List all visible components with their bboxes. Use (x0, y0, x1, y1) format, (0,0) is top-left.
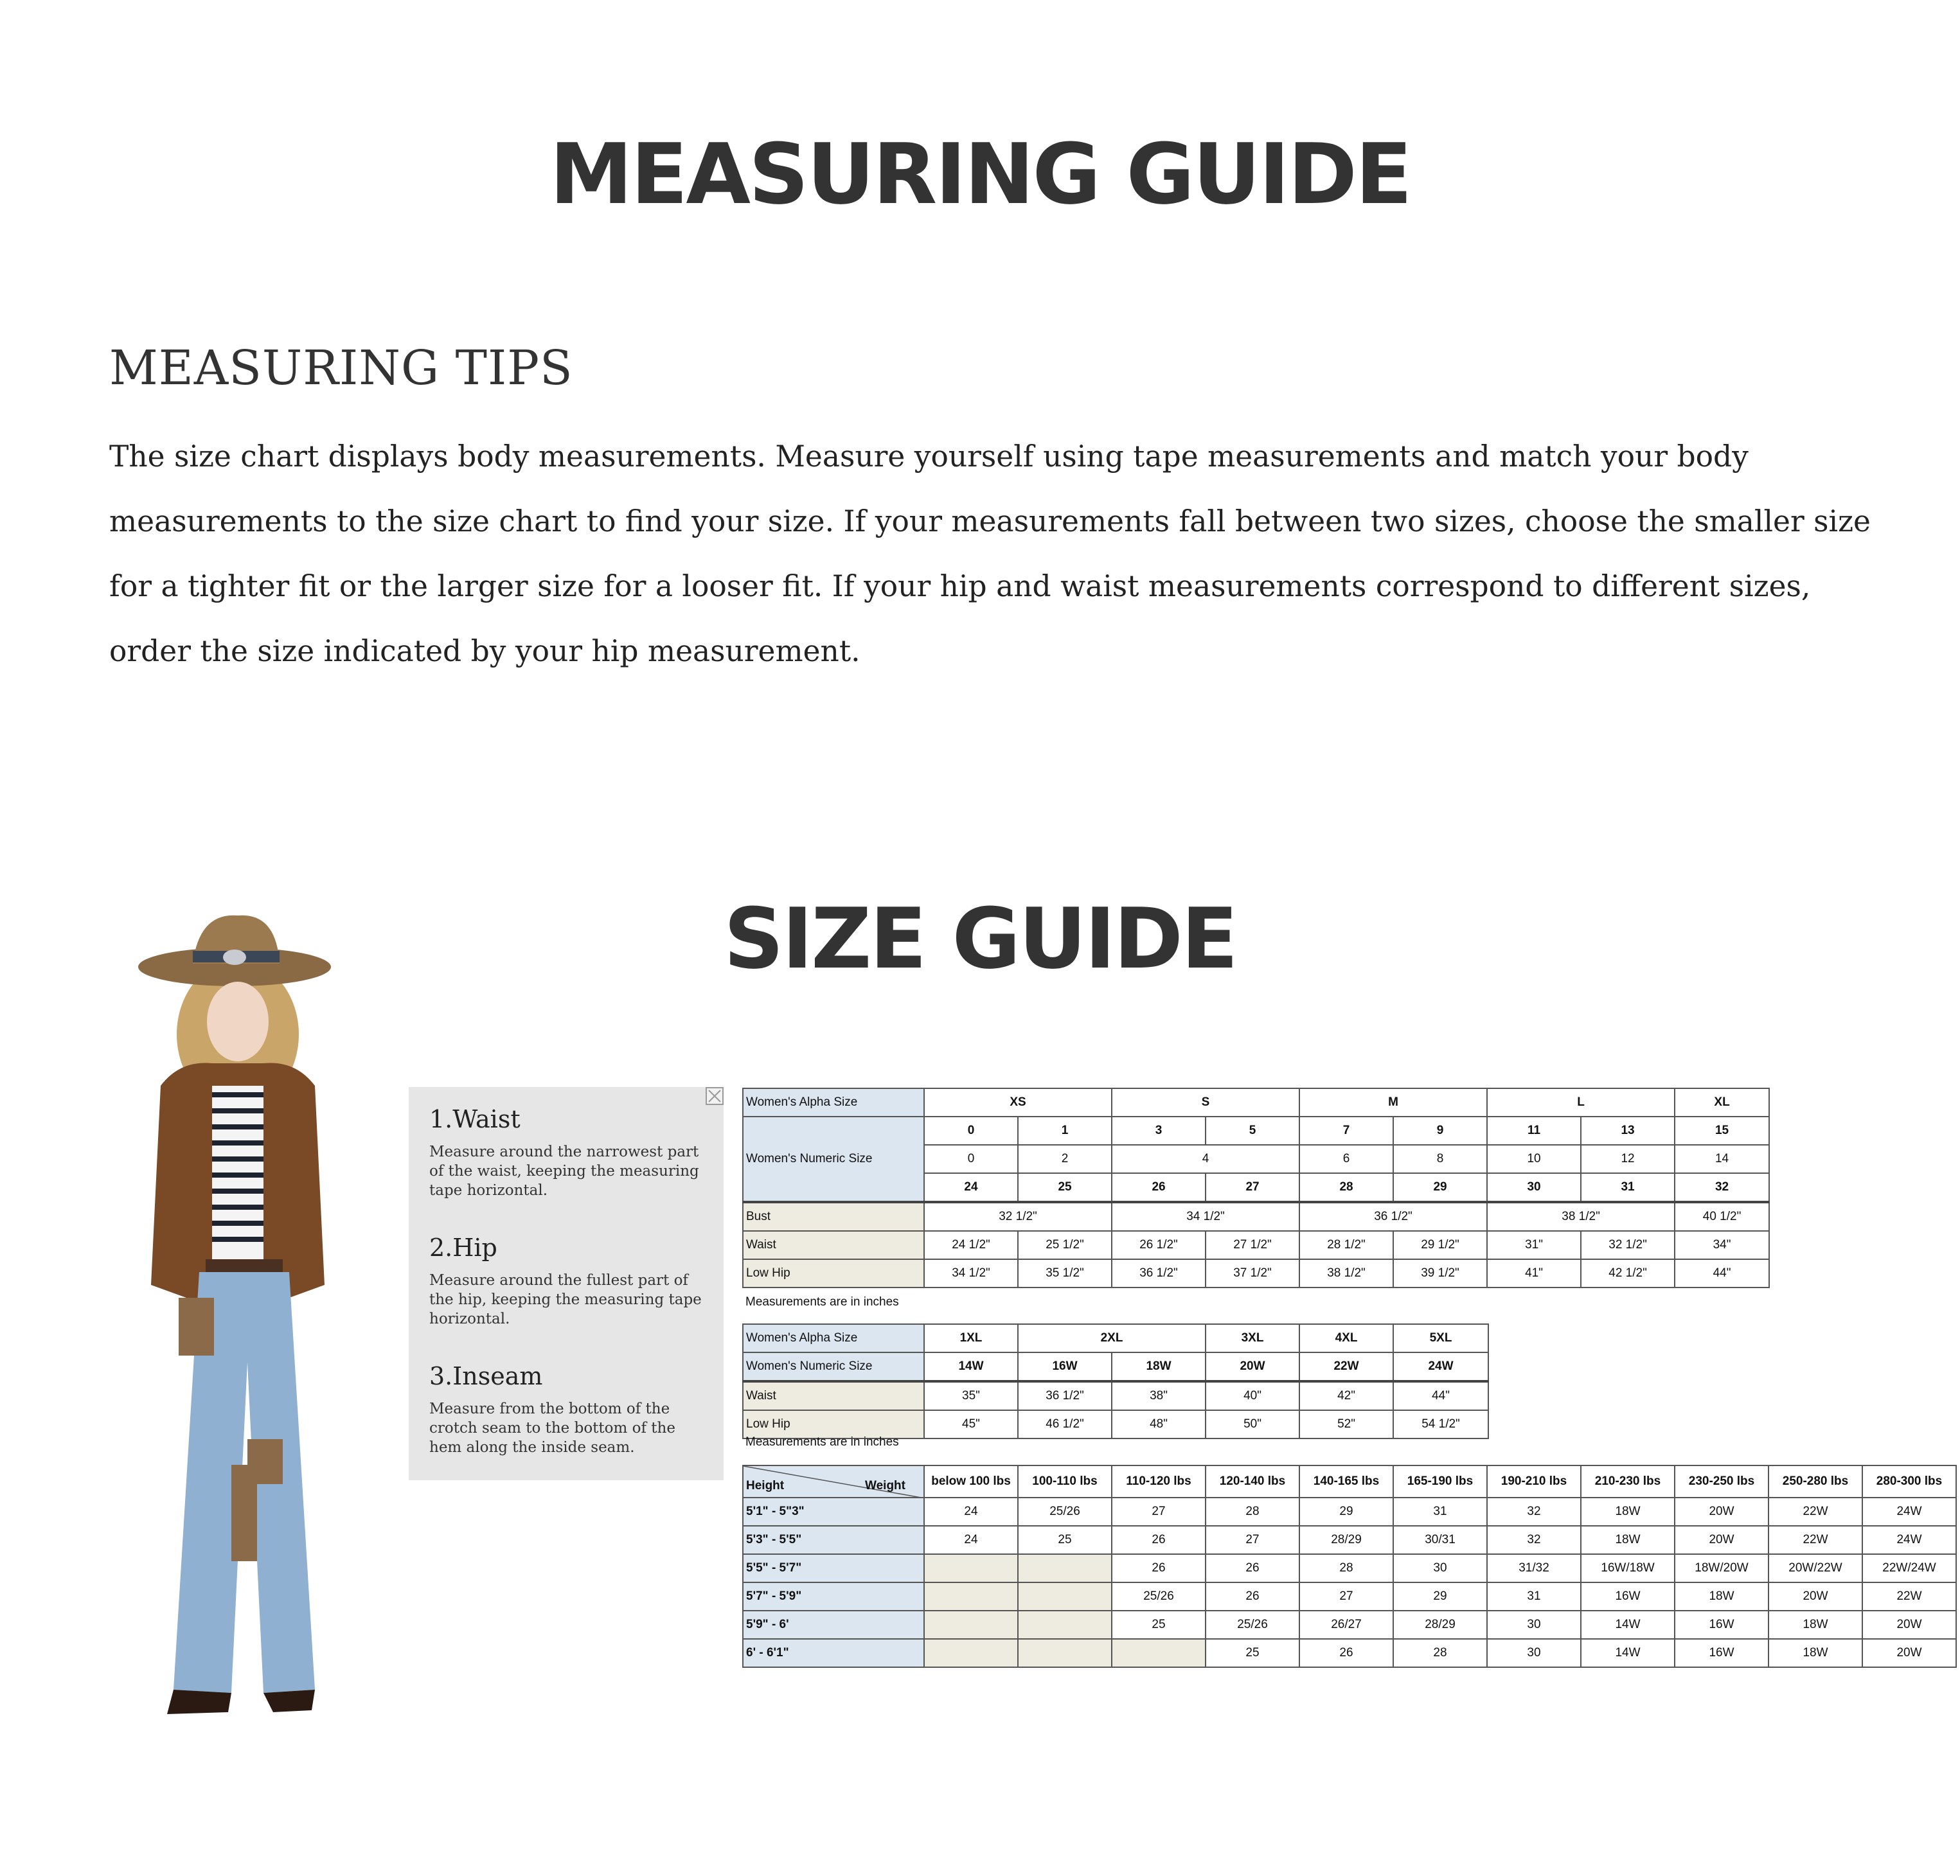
alpha-size-cell: 4XL (1299, 1324, 1393, 1352)
numeric-size-cell: 26 (1112, 1173, 1206, 1202)
size-value-cell: 24 (924, 1526, 1018, 1554)
low-hip-cell: 35 1/2" (1018, 1259, 1112, 1288)
low-hip-cell: 34 1/2" (924, 1259, 1018, 1288)
size-value-cell: 31/32 (1487, 1554, 1581, 1582)
size-value-cell (1018, 1554, 1112, 1582)
bust-label: Bust (743, 1202, 924, 1231)
low-hip-cell: 46 1/2" (1018, 1410, 1112, 1438)
height-range-cell: 5'5" - 5'7" (743, 1554, 924, 1582)
height-weight-table (742, 1465, 1957, 1668)
table-row (743, 1498, 1956, 1526)
size-value-cell: 24 (924, 1498, 1018, 1526)
low-hip-cell: 45" (924, 1410, 1018, 1438)
size-value-cell (1018, 1582, 1112, 1611)
size-value-cell (1018, 1611, 1112, 1639)
size-value-cell (924, 1554, 1018, 1582)
size-value-cell: 31 (1393, 1498, 1487, 1526)
size-value-cell: 30 (1393, 1554, 1487, 1582)
weight-range-cell: 280-300 lbs (1862, 1465, 1956, 1498)
numeric-size-cell: 18W (1112, 1352, 1206, 1381)
size-value-cell: 20W/22W (1768, 1554, 1862, 1582)
alpha-size-label: Women's Alpha Size (743, 1088, 924, 1117)
size-value-cell: 24W (1862, 1498, 1956, 1526)
size-value-cell: 25 (1112, 1611, 1206, 1639)
size-value-cell (1018, 1639, 1112, 1667)
size-value-cell: 28/29 (1299, 1526, 1393, 1554)
waist-cell: 25 1/2" (1018, 1231, 1112, 1259)
size-value-cell: 26 (1206, 1582, 1299, 1611)
measurement-unit-note: Measurements are in inches (745, 1435, 899, 1449)
size-value-cell: 28 (1393, 1639, 1487, 1667)
weight-range-cell: 210-230 lbs (1581, 1465, 1675, 1498)
numeric-size-label: Women's Numeric Size (743, 1117, 924, 1202)
numeric-size-cell: 14 (1675, 1145, 1769, 1173)
numeric-size-cell: 31 (1581, 1173, 1675, 1202)
waist-cell: 44" (1393, 1381, 1488, 1410)
size-value-cell: 28 (1299, 1554, 1393, 1582)
height-weight-rows (743, 1498, 1956, 1667)
numeric-size-cell: 0 (924, 1117, 1018, 1145)
size-value-cell: 16W (1675, 1639, 1768, 1667)
size-value-cell: 14W (1581, 1611, 1675, 1639)
size-value-cell: 22W (1862, 1582, 1956, 1611)
size-value-cell: 27 (1112, 1498, 1206, 1526)
size-value-cell: 28/29 (1393, 1611, 1487, 1639)
weight-range-cell: below 100 lbs (924, 1465, 1018, 1498)
table-row (743, 1582, 1956, 1611)
numeric-size-cell: 27 (1206, 1173, 1299, 1202)
measuring-tips-text: The size chart displays body measurements. Measure yourself using tape measurements and match your body measurements to the size chart to find your size. If your measurements fall between two sizes, choose the smaller size for a tighter fit or the larger size for a looser fit. If your hip and waist measurements correspond to different sizes, order the size indicated by your hip measurement. (109, 439, 1871, 668)
measuring-guide-title: MEASURING GUIDE (549, 125, 1411, 223)
size-value-cell: 20W (1675, 1498, 1768, 1526)
size-value-cell: 27 (1299, 1582, 1393, 1611)
alpha-size-cell: 3XL (1206, 1324, 1299, 1352)
bust-cell: 36 1/2" (1299, 1202, 1487, 1231)
low-hip-cell: 38 1/2" (1299, 1259, 1393, 1288)
size-value-cell: 18W (1675, 1582, 1768, 1611)
numeric-size-cell: 2 (1018, 1145, 1112, 1173)
low-hip-cell: 41" (1487, 1259, 1581, 1288)
weight-range-cell: 140-165 lbs (1299, 1465, 1393, 1498)
numeric-size-cell: 28 (1299, 1173, 1393, 1202)
size-table-regular (742, 1088, 1770, 1288)
numeric-size-cell: 12 (1581, 1145, 1675, 1173)
measurement-unit-note: Measurements are in inches (745, 1295, 899, 1309)
alpha-size-cell: L (1487, 1088, 1675, 1117)
size-value-cell (924, 1582, 1018, 1611)
table-row (743, 1611, 1956, 1639)
size-value-cell: 18W (1768, 1611, 1862, 1639)
numeric-size-cell: 9 (1393, 1117, 1487, 1145)
size-value-cell: 18W (1581, 1498, 1675, 1526)
waist-cell: 42" (1299, 1381, 1393, 1410)
bust-cell: 34 1/2" (1112, 1202, 1299, 1231)
numeric-size-cell: 25 (1018, 1173, 1112, 1202)
size-value-cell: 32 (1487, 1498, 1581, 1526)
waist-cell: 31" (1487, 1231, 1581, 1259)
height-range-cell: 5'7" - 5'9" (743, 1582, 924, 1611)
numeric-size-cell: 4 (1112, 1145, 1299, 1173)
inseam-instruction (429, 1362, 712, 1457)
low-hip-cell: 42 1/2" (1581, 1259, 1675, 1288)
waist-cell: 24 1/2" (924, 1231, 1018, 1259)
table-row (743, 1554, 1956, 1582)
numeric-size-cell: 11 (1487, 1117, 1581, 1145)
size-value-cell (924, 1639, 1018, 1667)
waist-cell: 35" (924, 1381, 1018, 1410)
waist-cell: 36 1/2" (1018, 1381, 1112, 1410)
bust-cell: 40 1/2" (1675, 1202, 1769, 1231)
waist-description: Measure around the narrowest part of the waist, keeping the measuring tape horizontal. (429, 1144, 699, 1199)
alpha-size-cell: 2XL (1018, 1324, 1206, 1352)
size-value-cell: 20W (1862, 1611, 1956, 1639)
numeric-size-cell: 24W (1393, 1352, 1488, 1381)
height-range-cell: 5'9" - 6' (743, 1611, 924, 1639)
size-value-cell: 25/26 (1206, 1611, 1299, 1639)
size-value-cell: 25/26 (1018, 1498, 1112, 1526)
size-value-cell: 14W (1581, 1639, 1675, 1667)
size-value-cell: 25 (1018, 1526, 1112, 1554)
size-value-cell: 20W (1675, 1526, 1768, 1554)
size-value-cell: 31 (1487, 1582, 1581, 1611)
size-value-cell: 29 (1393, 1582, 1487, 1611)
waist-label: Waist (743, 1381, 924, 1410)
low-hip-cell: 44" (1675, 1259, 1769, 1288)
waist-title: 1.Waist (429, 1105, 521, 1133)
low-hip-cell: 36 1/2" (1112, 1259, 1206, 1288)
weight-range-cell: 250-280 lbs (1768, 1465, 1862, 1498)
numeric-size-cell: 15 (1675, 1117, 1769, 1145)
low-hip-label: Low Hip (743, 1259, 924, 1288)
weight-range-cell: 100-110 lbs (1018, 1465, 1112, 1498)
size-value-cell: 25 (1206, 1639, 1299, 1667)
numeric-size-cell: 24 (924, 1173, 1018, 1202)
size-value-cell: 30 (1487, 1611, 1581, 1639)
waist-cell: 40" (1206, 1381, 1299, 1410)
size-value-cell: 22W (1768, 1526, 1862, 1554)
waist-instruction (429, 1105, 712, 1200)
size-value-cell: 27 (1206, 1526, 1299, 1554)
low-hip-cell: 48" (1112, 1410, 1206, 1438)
numeric-size-cell: 8 (1393, 1145, 1487, 1173)
size-table-plus (742, 1323, 1489, 1439)
numeric-size-cell: 30 (1487, 1173, 1581, 1202)
weight-range-cell: 110-120 lbs (1112, 1465, 1206, 1498)
hip-instruction (429, 1234, 712, 1329)
size-value-cell: 26 (1299, 1639, 1393, 1667)
bust-cell: 32 1/2" (924, 1202, 1112, 1231)
size-value-cell: 16W (1675, 1611, 1768, 1639)
waist-cell: 29 1/2" (1393, 1231, 1487, 1259)
size-value-cell: 20W (1862, 1639, 1956, 1667)
alpha-size-label: Women's Alpha Size (743, 1324, 924, 1352)
numeric-size-cell: 13 (1581, 1117, 1675, 1145)
size-value-cell: 24W (1862, 1526, 1956, 1554)
numeric-size-cell: 29 (1393, 1173, 1487, 1202)
size-value-cell: 26 (1112, 1554, 1206, 1582)
numeric-size-cell: 1 (1018, 1117, 1112, 1145)
weight-range-cell: 120-140 lbs (1206, 1465, 1299, 1498)
waist-cell: 32 1/2" (1581, 1231, 1675, 1259)
alpha-size-cell: S (1112, 1088, 1299, 1117)
height-range-cell: 5'3" - 5'5" (743, 1526, 924, 1554)
close-icon[interactable] (706, 1087, 724, 1105)
low-hip-label: Low Hip (743, 1410, 924, 1438)
hip-description: Measure around the fullest part of the hip, keeping the measuring tape horizontal. (429, 1272, 702, 1327)
weight-range-cell: 190-210 lbs (1487, 1465, 1581, 1498)
weight-header: Weight (865, 1479, 905, 1492)
low-hip-cell: 54 1/2" (1393, 1410, 1488, 1438)
height-weight-header (743, 1465, 924, 1498)
low-hip-cell: 50" (1206, 1410, 1299, 1438)
numeric-size-cell: 10 (1487, 1145, 1581, 1173)
alpha-size-cell: 1XL (924, 1324, 1018, 1352)
weight-range-cell: 165-190 lbs (1393, 1465, 1487, 1498)
numeric-size-cell: 6 (1299, 1145, 1393, 1173)
waist-label: Waist (743, 1231, 924, 1259)
inseam-title: 3.Inseam (429, 1362, 543, 1390)
hip-title: 2.Hip (429, 1234, 497, 1262)
numeric-size-cell: 20W (1206, 1352, 1299, 1381)
low-hip-cell: 52" (1299, 1410, 1393, 1438)
numeric-size-cell: 16W (1018, 1352, 1112, 1381)
size-value-cell: 25/26 (1112, 1582, 1206, 1611)
low-hip-cell: 39 1/2" (1393, 1259, 1487, 1288)
numeric-size-cell: 0 (924, 1145, 1018, 1173)
inseam-description: Measure from the bottom of the crotch seam to the bottom of the hem along the inside seam. (429, 1401, 675, 1456)
size-value-cell: 26 (1206, 1554, 1299, 1582)
numeric-size-cell: 14W (924, 1352, 1018, 1381)
weight-range-cell: 230-250 lbs (1675, 1465, 1768, 1498)
numeric-size-label: Women's Numeric Size (743, 1352, 924, 1381)
numeric-size-cell: 32 (1675, 1173, 1769, 1202)
size-value-cell (924, 1611, 1018, 1639)
size-value-cell: 26/27 (1299, 1611, 1393, 1639)
waist-cell: 38" (1112, 1381, 1206, 1410)
numeric-size-cell: 3 (1112, 1117, 1206, 1145)
size-value-cell: 18W/20W (1675, 1554, 1768, 1582)
waist-cell: 27 1/2" (1206, 1231, 1299, 1259)
model-photo (103, 899, 373, 1748)
low-hip-cell: 37 1/2" (1206, 1259, 1299, 1288)
waist-cell: 34" (1675, 1231, 1769, 1259)
size-guide-title: SIZE GUIDE (724, 890, 1236, 987)
size-value-cell: 26 (1112, 1526, 1206, 1554)
size-value-cell: 32 (1487, 1526, 1581, 1554)
size-value-cell: 22W (1768, 1498, 1862, 1526)
height-range-cell: 5'1" - 5"3" (743, 1498, 924, 1526)
alpha-size-cell: XL (1675, 1088, 1769, 1117)
measuring-tips-heading: MEASURING TIPS (109, 341, 573, 396)
alpha-size-cell: 5XL (1393, 1324, 1488, 1352)
height-header: Height (746, 1479, 785, 1492)
waist-cell: 28 1/2" (1299, 1231, 1393, 1259)
size-value-cell: 18W (1768, 1639, 1862, 1667)
size-value-cell: 22W/24W (1862, 1554, 1956, 1582)
size-value-cell: 30/31 (1393, 1526, 1487, 1554)
bust-cell: 38 1/2" (1487, 1202, 1675, 1231)
table-row (743, 1526, 1956, 1554)
size-value-cell: 28 (1206, 1498, 1299, 1526)
waist-cell: 26 1/2" (1112, 1231, 1206, 1259)
size-value-cell: 29 (1299, 1498, 1393, 1526)
numeric-size-cell: 5 (1206, 1117, 1299, 1145)
alpha-size-cell: M (1299, 1088, 1487, 1117)
alpha-size-cell: XS (924, 1088, 1112, 1117)
numeric-size-cell: 22W (1299, 1352, 1393, 1381)
size-value-cell: 16W (1581, 1582, 1675, 1611)
numeric-size-cell: 7 (1299, 1117, 1393, 1145)
size-value-cell (1112, 1639, 1206, 1667)
measuring-instructions-panel (409, 1087, 724, 1480)
size-value-cell: 18W (1581, 1526, 1675, 1554)
height-range-cell: 6' - 6'1" (743, 1639, 924, 1667)
size-value-cell: 20W (1768, 1582, 1862, 1611)
table-row (743, 1639, 1956, 1667)
size-value-cell: 16W/18W (1581, 1554, 1675, 1582)
size-value-cell: 30 (1487, 1639, 1581, 1667)
